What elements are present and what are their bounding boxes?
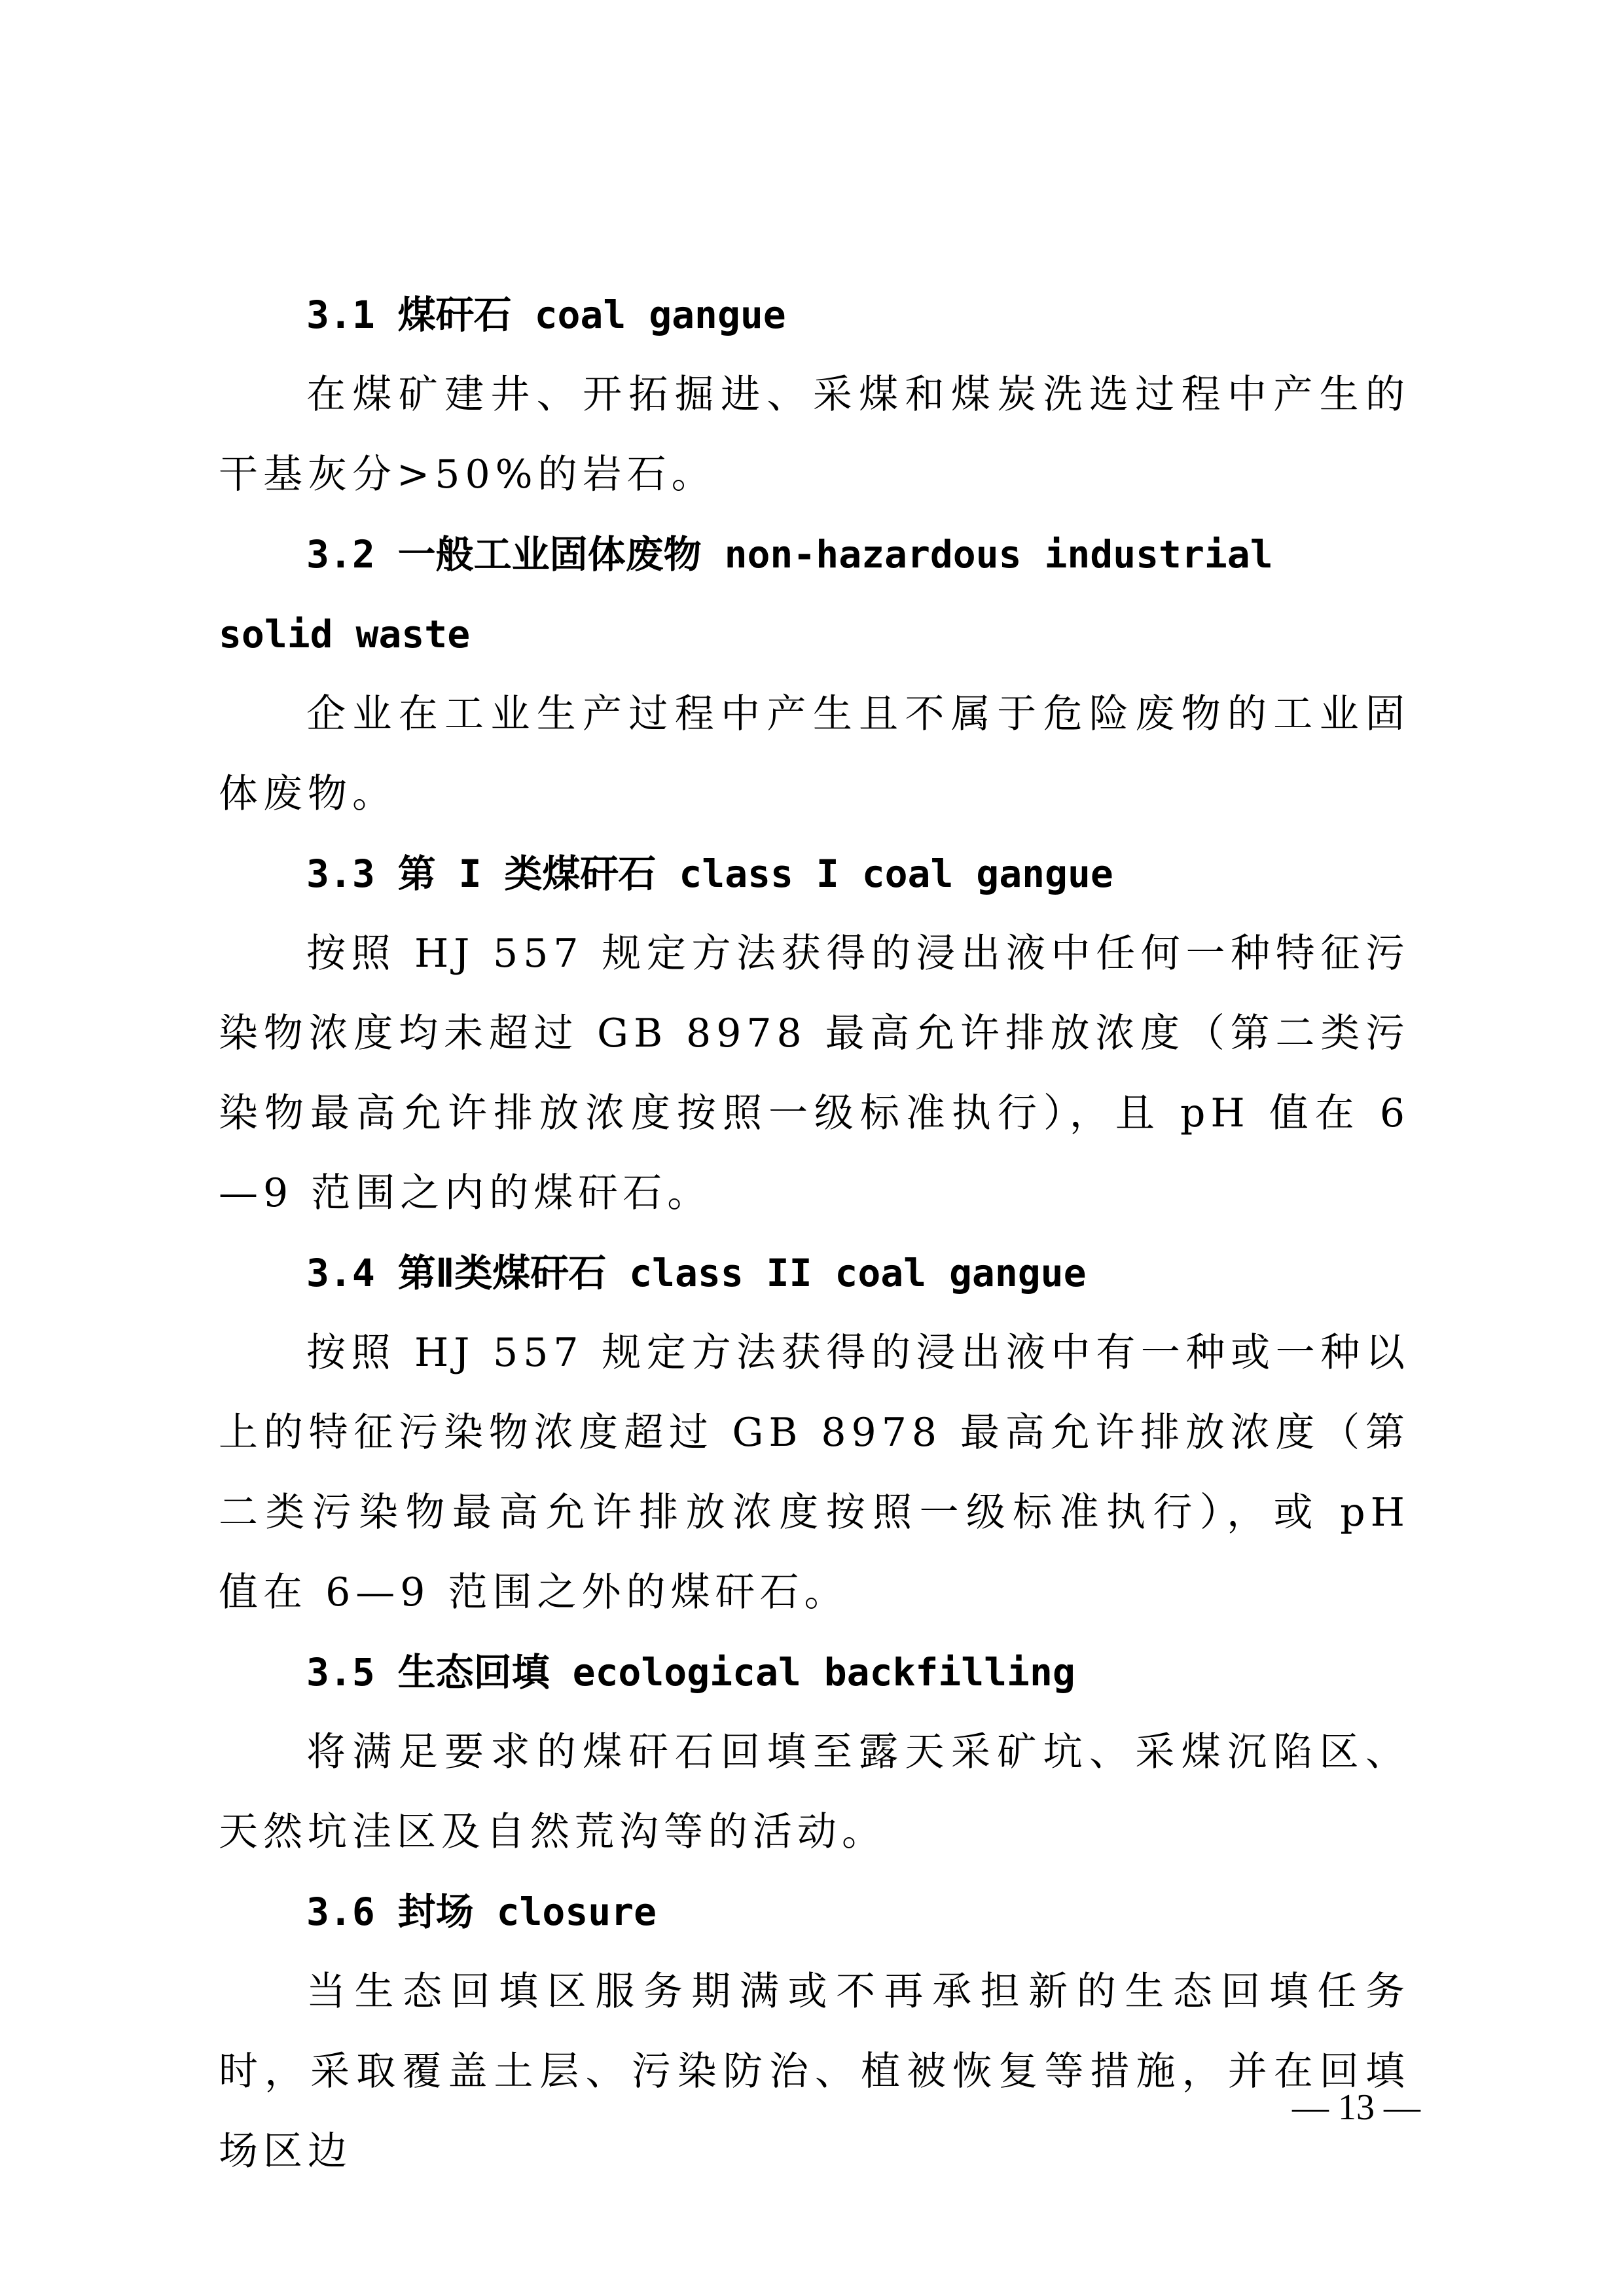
section-heading-3-5: 3.5 生态回填 ecological backfilling [306, 1650, 1075, 1695]
section-body-3-3: 按照 HJ 557 规定方法获得的浸出液中任何一种特征污染物浓度均未超过 GB 8978 最高允许排放浓度（第二类污染物最高允许排放浓度按照一级标准执行），且 pH 值在 6—9 范围之内的煤矸石。 [219, 931, 1410, 1216]
section-heading-3-3: 3.3 第 I 类煤矸石 class I coal gangue [306, 852, 1113, 896]
document-page [219, 275, 1410, 2174]
section-body-3-5: 将满足要求的煤矸石回填至露天采矿坑、采煤沉陷区、天然坑洼区及自然荒沟等的活动。 [219, 1729, 1410, 1855]
section-heading-3-6: 3.6 封场 closure [306, 1890, 657, 1934]
section-body-3-2: 企业在工业生产过程中产生且不属于危险废物的工业固体废物。 [219, 691, 1410, 817]
section-heading-3-4: 3.4 第Ⅱ类煤矸石 class II coal gangue [306, 1251, 1087, 1295]
section-body-3-1: 在煤矿建井、开拓掘进、采煤和煤炭洗选过程中产生的干基灰分>50%的岩石。 [219, 372, 1410, 497]
page-number: — 13 — [1292, 2087, 1420, 2128]
section-heading-3-1: 3.1 煤矸石 coal gangue [306, 293, 786, 337]
section-heading-3-2: 3.2 一般工业固体废物 non-hazardous industrial solid waste [219, 532, 1273, 656]
section-body-3-4: 按照 HJ 557 规定方法获得的浸出液中有一种或一种以上的特征污染物浓度超过 GB 8978 最高允许排放浓度（第二类污染物最高允许排放浓度按照一级标准执行），或 pH 值在 6—9 范围之外的煤矸石。 [219, 1330, 1410, 1615]
section-body-3-6: 当生态回填区服务期满或不再承担新的生态回填任务时，采取覆盖土层、污染防治、植被恢复等措施，并在回填场区边 [219, 1969, 1410, 2174]
